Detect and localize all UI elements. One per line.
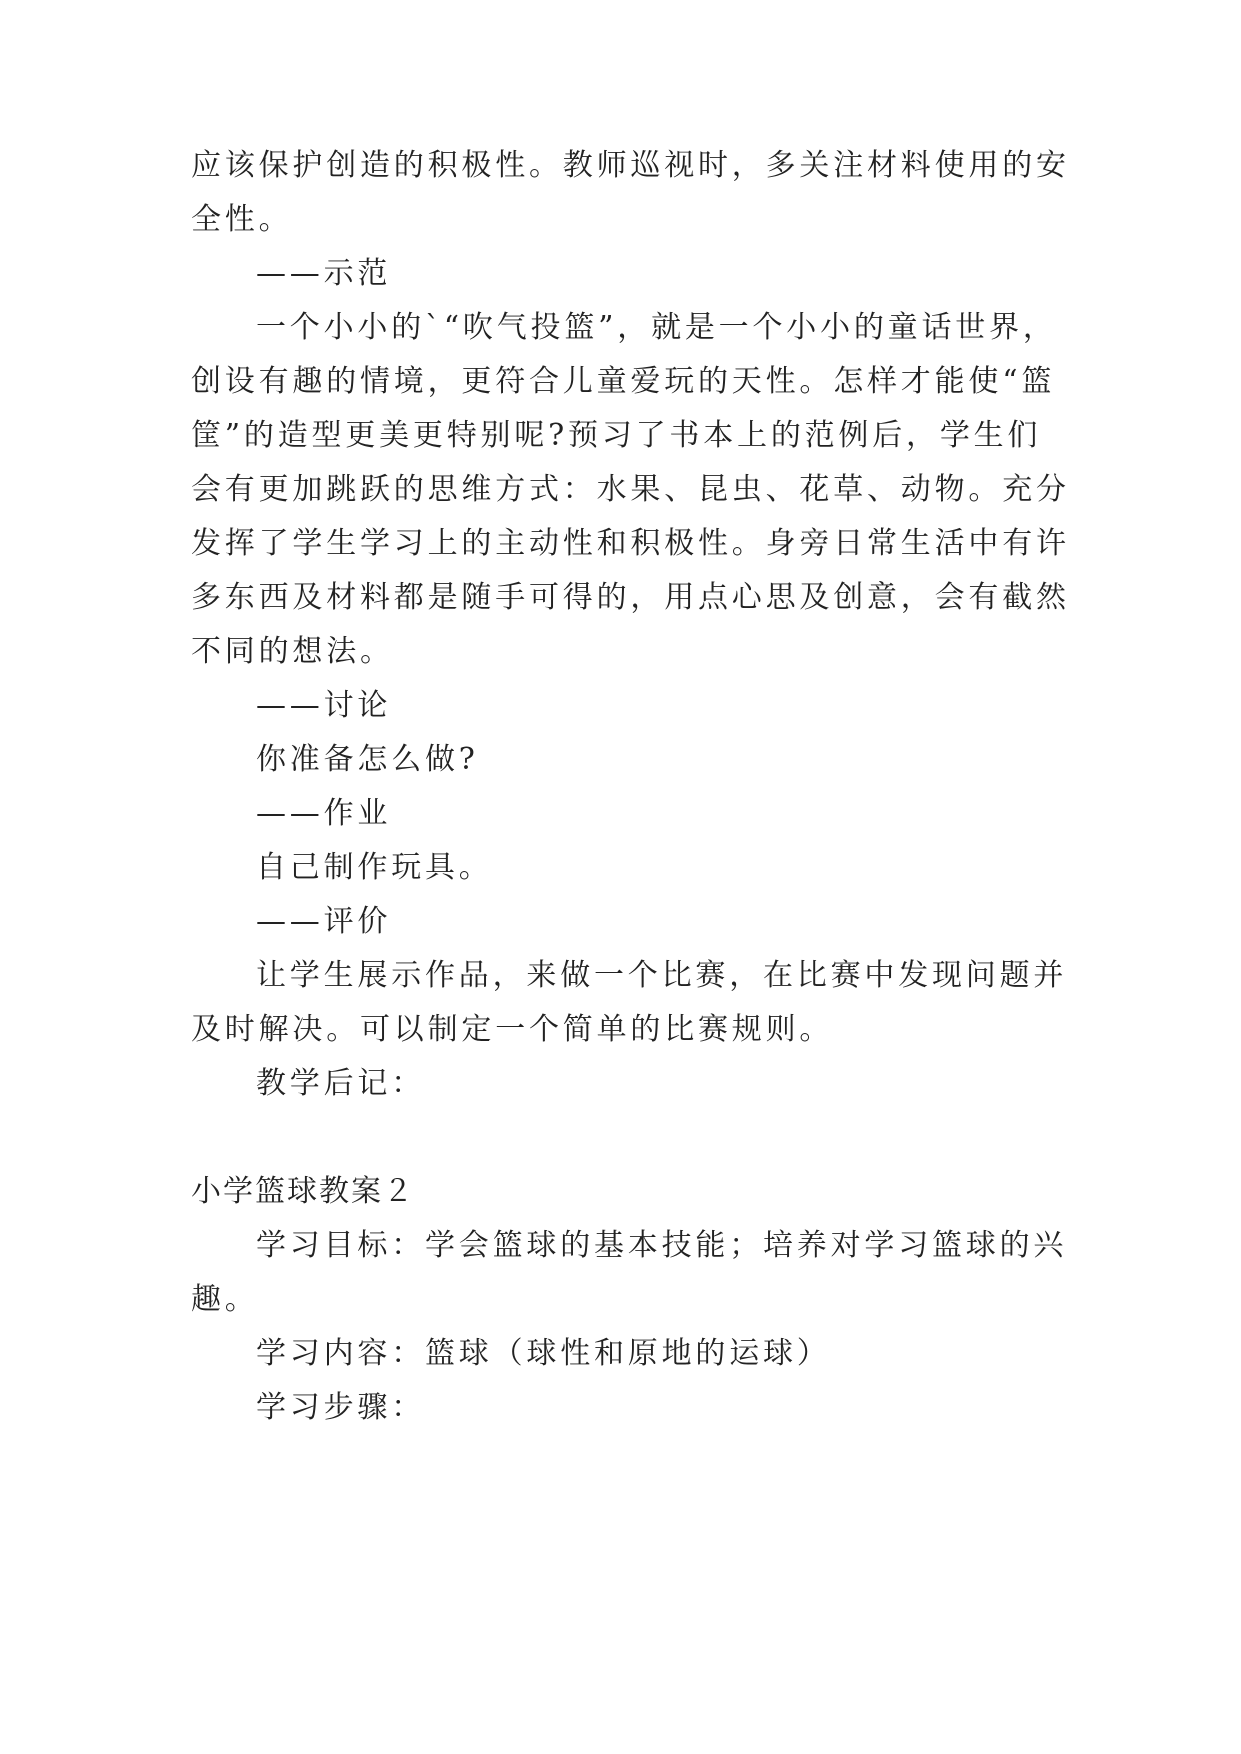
section-marker-discussion: ——讨论: [256, 688, 392, 723]
paragraph-line: 多东西及材料都是随手可得的，用点心思及创意，会有截然: [191, 580, 1070, 615]
paragraph-line: 学习内容：篮球（球性和原地的运球）: [256, 1336, 831, 1371]
paragraph-line: 应该保护创造的积极性。教师巡视时，多关注材料使用的安: [191, 148, 1070, 183]
paragraph-line: 不同的想法。: [191, 634, 394, 669]
paragraph-line: 发挥了学生学习上的主动性和积极性。身旁日常生活中有许: [191, 526, 1070, 561]
paragraph-line: 学习步骤：: [256, 1390, 425, 1425]
paragraph-line: 筐”的造型更美更特别呢?预习了书本上的范例后，学生们: [191, 418, 1042, 453]
paragraph-line: 一个小小的`“吹气投篮”，就是一个小小的童话世界，: [256, 310, 1057, 345]
paragraph-line: 创设有趣的情境，更符合儿童爱玩的天性。怎样才能使“篮: [191, 364, 1056, 399]
paragraph-line: 趣。: [191, 1282, 259, 1317]
section-marker-evaluation: ——评价: [256, 904, 392, 939]
paragraph-line: 全性。: [191, 202, 293, 237]
paragraph-line: 会有更加跳跃的思维方式：水果、昆虫、花草、动物。充分: [191, 472, 1070, 507]
paragraph-line: 及时解决。可以制定一个简单的比赛规则。: [191, 1012, 834, 1047]
paragraph-line: 教学后记：: [256, 1066, 425, 1101]
paragraph-line: 学习目标：学会篮球的基本技能；培养对学习篮球的兴: [256, 1228, 1068, 1263]
paragraph-line: 你准备怎么做?: [256, 742, 479, 777]
paragraph-line: 让学生展示作品，来做一个比赛，在比赛中发现问题并: [256, 958, 1068, 993]
section-marker-homework: ——作业: [256, 796, 392, 831]
lesson-heading: 小学篮球教案２: [191, 1174, 415, 1209]
section-marker-demo: ——示范: [256, 256, 392, 291]
paragraph-line: 自己制作玩具。: [256, 850, 493, 885]
